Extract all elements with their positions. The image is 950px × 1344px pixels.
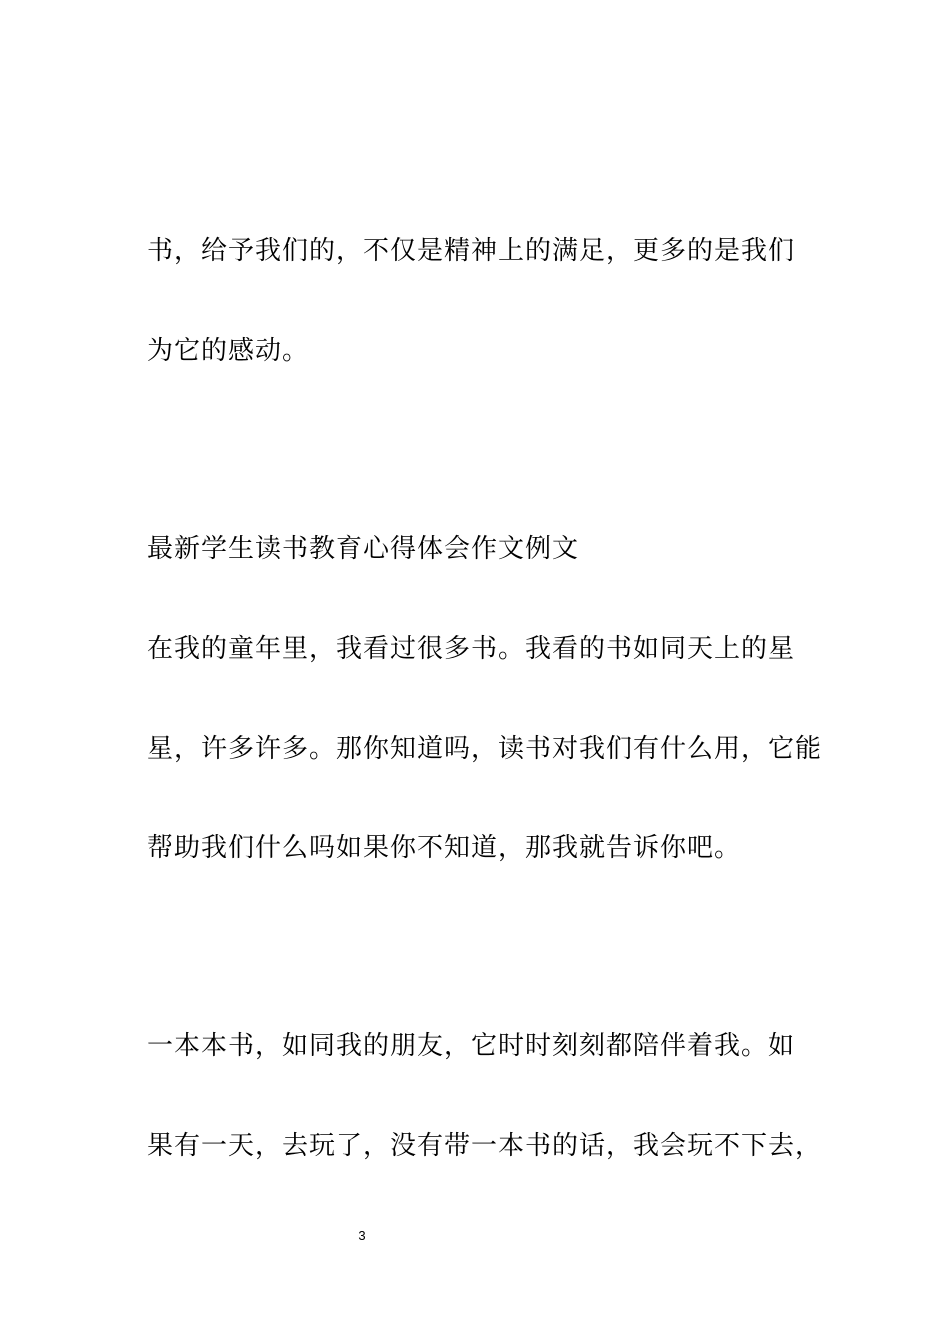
paragraph-line: 星，许多许多。那你知道吗，读书对我们有什么用，它能 — [147, 734, 823, 764]
paragraph-line: 为它的感动。 — [147, 336, 310, 366]
page-number: 3 — [358, 1228, 366, 1243]
paragraph-line: 一本本书，如同我的朋友，它时时刻刻都陪伴着我。如 — [147, 1031, 796, 1061]
paragraph-line: 帮助我们什么吗如果你不知道，那我就告诉你吧。 — [147, 833, 742, 863]
essay-title: 最新学生读书教育心得体会作文例文 — [147, 534, 580, 564]
paragraph-line: 在我的童年里，我看过很多书。我看的书如同天上的星 — [147, 634, 796, 664]
paragraph-line: 果有一天，去玩了，没有带一本书的话，我会玩不下去， — [147, 1131, 823, 1161]
paragraph-line: 书，给予我们的，不仅是精神上的满足，更多的是我们 — [147, 236, 796, 266]
